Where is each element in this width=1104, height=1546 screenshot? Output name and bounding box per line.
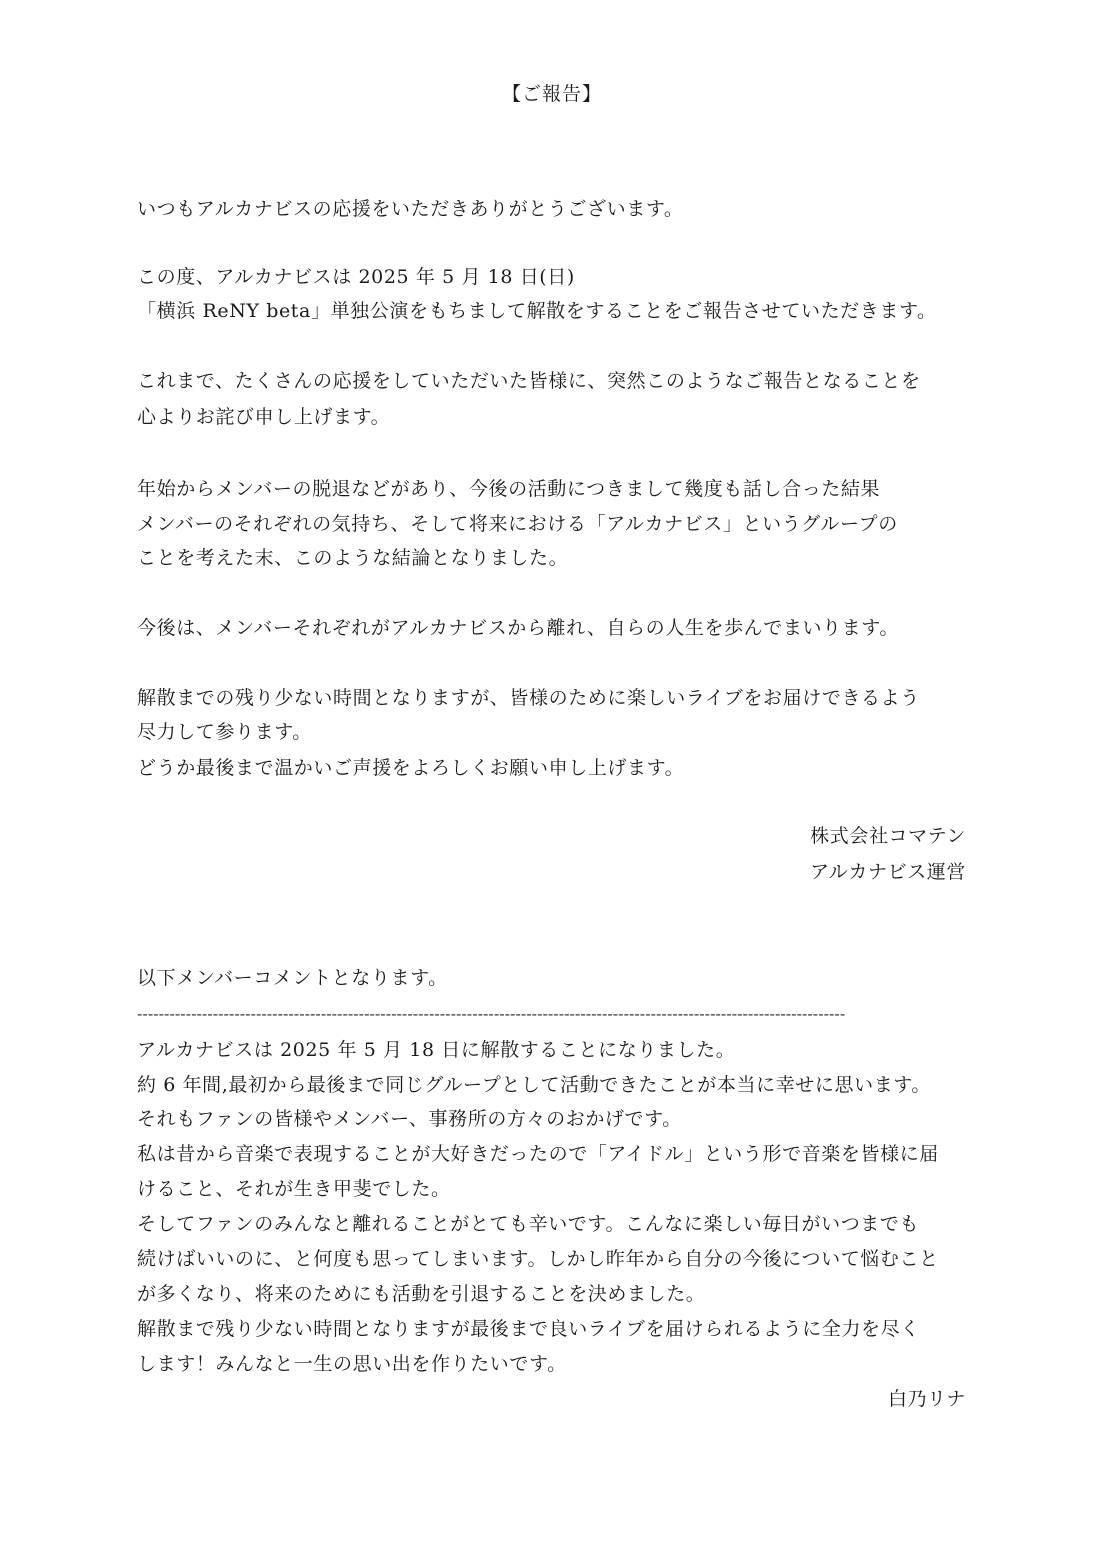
- paragraph-line: この度、アルカナビスは 2025 年 5 月 18 日(日): [137, 266, 575, 288]
- paragraph-line: ことを考えた末、このような結論となりました。: [137, 547, 569, 569]
- paragraph-line: 解散までの残り少ない時間となりますが、皆様のために楽しいライブをお届けできるよう: [137, 687, 920, 709]
- separator-line: -----------------------------------------------------------------------------------------------------------------------------------: [137, 1004, 846, 1023]
- comment-line: そしてファンのみんなと離れることがとても辛いです。こんなに楽しい毎日がいつまでも: [137, 1213, 920, 1235]
- comment-line: 約 6 年間,最初から最後まで同じグループとして活動できたことが本当に幸せに思います。: [137, 1074, 931, 1096]
- comment-line: します！みんなと一生の思い出を作りたいです。: [137, 1353, 567, 1375]
- paragraph-line: 「横浜 ReNY beta」単独公演をもちまして解散をすることをご報告させていただきます。: [137, 300, 937, 322]
- paragraph-line: 今後は、メンバーそれぞれがアルカナビスから離れ、自らの人生を歩んでまいります。: [137, 617, 899, 639]
- comment-line: 私は昔から音楽で表現することが大好きだったので「アイドル」という形で音楽を皆様に届: [137, 1143, 939, 1165]
- paragraph-line: 心よりお詫び申し上げます。: [137, 406, 391, 428]
- paragraph-line: 尽力して参ります。: [137, 721, 312, 743]
- paragraph-line: 年始からメンバーの脱退などがあり、今後の活動につきまして幾度も話し合った結果: [137, 478, 881, 500]
- comment-line: けること、それが生き甲斐でした。: [137, 1178, 451, 1200]
- comment-line: 解散まで残り少ない時間となりますが最後まで良いライブを届けられるように全力を尽く: [137, 1318, 920, 1340]
- paragraph-line: これまで、たくさんの応援をしていただいた皆様に、突然このようなご報告となることを: [137, 370, 921, 392]
- comment-line: が多くなり、将来のためにも活動を引退することを決めました。: [137, 1283, 706, 1305]
- paragraph-line: メンバーのそれぞれの気持ち、そして将来における「アルカナビス」というグループの: [137, 513, 898, 535]
- comment-line: アルカナビスは 2025 年 5 月 18 日に解散することになりました。: [137, 1039, 736, 1061]
- document-title: 【ご報告】: [501, 83, 602, 105]
- member-comment-intro: 以下メンバーコメントとなります。: [137, 967, 448, 989]
- comment-line: 続けばいいのに、と何度も思ってしまいます。しかし昨年から自分の今後について悩むこと: [137, 1248, 939, 1270]
- signature-company: 株式会社コマテン: [810, 825, 966, 847]
- signature-team: アルカナビス運営: [809, 861, 966, 883]
- greeting-line: いつもアルカナビスの応援をいただきありがとうございます。: [137, 198, 684, 220]
- paragraph-line: どうか最後まで温かいご声援をよろしくお願い申し上げます。: [137, 757, 685, 779]
- comment-author: 白乃リナ: [887, 1388, 966, 1410]
- comment-line: それもファンの皆様やメンバー、事務所の方々のおかげです。: [137, 1108, 682, 1130]
